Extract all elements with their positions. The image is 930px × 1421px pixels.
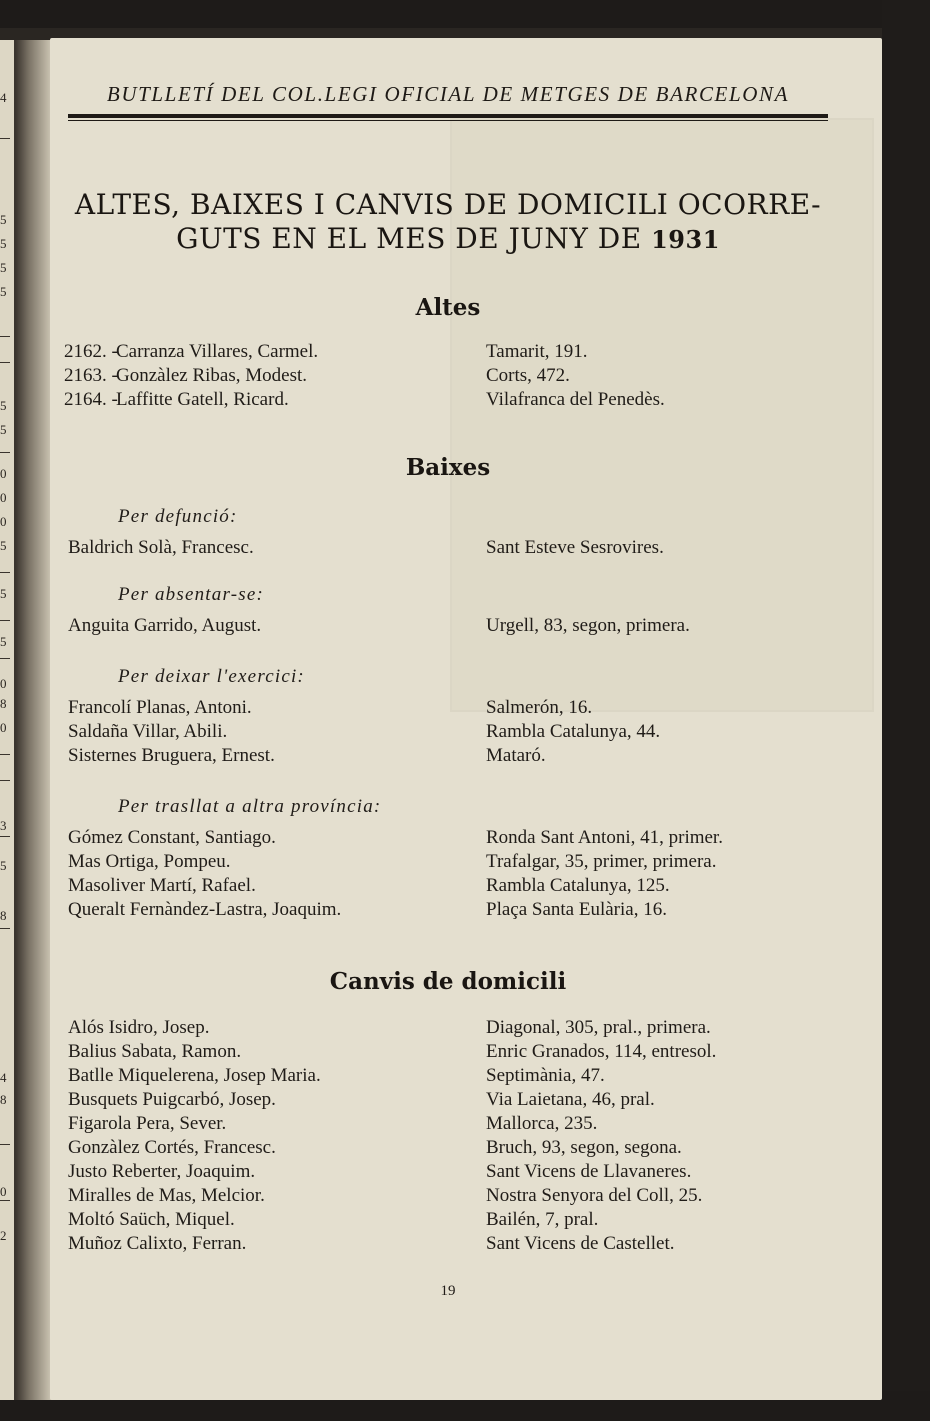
left-page-fragment: 5	[0, 284, 7, 299]
left-page-fragment: 4	[0, 90, 7, 105]
baixes-category-label: Per trasllat a altra província:	[118, 796, 382, 817]
left-page-fragment: 5	[0, 212, 7, 227]
left-page-rule	[0, 138, 10, 139]
entry-address: Vilafranca del Penedès.	[486, 389, 665, 410]
baixes-category-label: Per deixar l'exercici:	[118, 666, 305, 687]
title-line-1: ALTES, BAIXES I CANVIS DE DOMICILI OCORRE-	[74, 188, 822, 221]
left-page-fragment: 0	[0, 1184, 7, 1199]
entry-address: Tamarit, 191.	[486, 341, 588, 362]
entry-address: Mallorca, 235.	[486, 1113, 598, 1134]
entry-address: Bruch, 93, segon, segona.	[486, 1137, 682, 1158]
left-page-rule	[0, 754, 10, 755]
entry-name: Busquets Puigcarbó, Josep.	[68, 1089, 276, 1110]
entry-address: Trafalgar, 35, primer, primera.	[486, 851, 717, 872]
entry-address: Mataró.	[486, 745, 546, 766]
entry-address: Septimània, 47.	[486, 1065, 605, 1086]
title-year: 1931	[651, 225, 720, 254]
left-page-fragment: 5	[0, 538, 7, 553]
section-heading-altes: Altes	[415, 294, 481, 321]
left-page-fragment: 5	[0, 422, 7, 437]
entry-name: Queralt Fernàndez-Lastra, Joaquim.	[68, 899, 342, 920]
left-page-fragment: 2	[0, 1228, 7, 1243]
entry-address: Nostra Senyora del Coll, 25.	[486, 1185, 703, 1206]
entry-name: Anguita Garrido, August.	[68, 615, 262, 636]
entry-name: Gómez Constant, Santiago.	[68, 827, 276, 848]
entry-name: Carranza Villares, Carmel.	[116, 341, 319, 362]
entry-name: Justo Reberter, Joaquim.	[68, 1161, 256, 1182]
entry-address: Sant Esteve Sesrovires.	[486, 537, 664, 558]
header-rule-thick	[68, 114, 828, 118]
left-page-fragment: 5	[0, 858, 7, 873]
entry-number: 2164. -	[64, 389, 118, 410]
book-gutter	[16, 40, 52, 1400]
entry-name: Figarola Pera, Sever.	[68, 1113, 227, 1134]
left-page-fragment: 5	[0, 634, 7, 649]
entry-name: Muñoz Calixto, Ferran.	[68, 1233, 247, 1254]
baixes-category-label: Per defunció:	[118, 506, 238, 527]
section-heading-baixes: Baixes	[405, 454, 491, 481]
entry-name: Miralles de Mas, Melcior.	[68, 1185, 265, 1206]
left-page-rule	[0, 1200, 10, 1201]
entry-name: Gonzàlez Cortés, Francesc.	[68, 1137, 276, 1158]
left-page-fragment: 0	[0, 720, 7, 735]
title-line-2-text: GUTS EN EL MES DE JUNY DE	[176, 222, 642, 255]
scan-border-right	[882, 0, 930, 1421]
entry-address: Rambla Catalunya, 44.	[486, 721, 661, 742]
left-page-rule	[0, 572, 10, 573]
page-title	[68, 188, 828, 257]
left-page-fragment: 0	[0, 490, 7, 505]
adjacent-page-edge	[0, 40, 16, 1400]
document-page	[50, 38, 882, 1400]
left-page-fragment: 0	[0, 466, 7, 481]
entry-name: Gonzàlez Ribas, Modest.	[116, 365, 308, 386]
entry-address: Sant Vicens de Llavaneres.	[486, 1161, 692, 1182]
entry-name: Balius Sabata, Ramon.	[68, 1041, 242, 1062]
entry-address: Via Laietana, 46, pral.	[486, 1089, 655, 1110]
entry-name: Francolí Planas, Antoni.	[68, 697, 252, 718]
left-page-fragment: 5	[0, 586, 7, 601]
left-page-rule	[0, 780, 10, 781]
entry-address: Corts, 472.	[486, 365, 570, 386]
left-page-fragment: 5	[0, 260, 7, 275]
entry-address: Rambla Catalunya, 125.	[486, 875, 670, 896]
left-page-fragment: 0	[0, 514, 7, 529]
left-page-rule	[0, 362, 10, 363]
entry-name: Alós Isidro, Josep.	[68, 1017, 210, 1038]
left-page-rule	[0, 1144, 10, 1145]
left-page-rule	[0, 620, 10, 621]
entry-name: Baldrich Solà, Francesc.	[68, 537, 254, 558]
entry-name: Moltó Saüch, Miquel.	[68, 1209, 235, 1230]
entry-address: Enric Granados, 114, entresol.	[486, 1041, 717, 1062]
entry-name: Batlle Miquelerena, Josep Maria.	[68, 1065, 321, 1086]
left-page-fragment: 5	[0, 236, 7, 251]
entry-number: 2163. -	[64, 365, 118, 386]
entry-name: Masoliver Martí, Rafael.	[68, 875, 256, 896]
entry-name: Saldaña Villar, Abili.	[68, 721, 228, 742]
left-page-fragment: 8	[0, 696, 7, 711]
running-head: BUTLLETÍ DEL COL.LEGI OFICIAL DE METGES DE BARCELONA	[106, 82, 790, 106]
entry-address: Sant Vicens de Castellet.	[486, 1233, 675, 1254]
title-line-2	[68, 222, 828, 257]
header-rule-thin	[68, 120, 828, 121]
entry-address: Plaça Santa Eulària, 16.	[486, 899, 667, 920]
entry-address: Diagonal, 305, pral., primera.	[486, 1017, 711, 1038]
left-page-fragment: 8	[0, 908, 7, 923]
left-page-fragment: 4	[0, 1070, 7, 1085]
baixes-category-label: Per absentar-se:	[118, 584, 264, 605]
left-page-fragment: 0	[0, 676, 7, 691]
left-page-rule	[0, 836, 10, 837]
page-number: 19	[440, 1283, 456, 1299]
entry-address: Ronda Sant Antoni, 41, primer.	[486, 827, 723, 848]
entry-name: Sisternes Bruguera, Ernest.	[68, 745, 275, 766]
left-page-fragment: 8	[0, 1092, 7, 1107]
section-heading-canvis: Canvis de domicili	[329, 968, 567, 995]
scan-border-top	[0, 0, 930, 28]
left-page-rule	[0, 336, 10, 337]
left-page-rule	[0, 658, 10, 659]
entry-address: Bailén, 7, pral.	[486, 1209, 599, 1230]
entry-name: Laffitte Gatell, Ricard.	[116, 389, 289, 410]
left-page-fragment: 3	[0, 818, 7, 833]
entry-address: Urgell, 83, segon, primera.	[486, 615, 690, 636]
left-page-rule	[0, 452, 10, 453]
entry-address: Salmerón, 16.	[486, 697, 593, 718]
left-page-fragment: 5	[0, 398, 7, 413]
left-page-rule	[0, 928, 10, 929]
entry-number: 2162. -	[64, 341, 118, 362]
entry-name: Mas Ortiga, Pompeu.	[68, 851, 231, 872]
